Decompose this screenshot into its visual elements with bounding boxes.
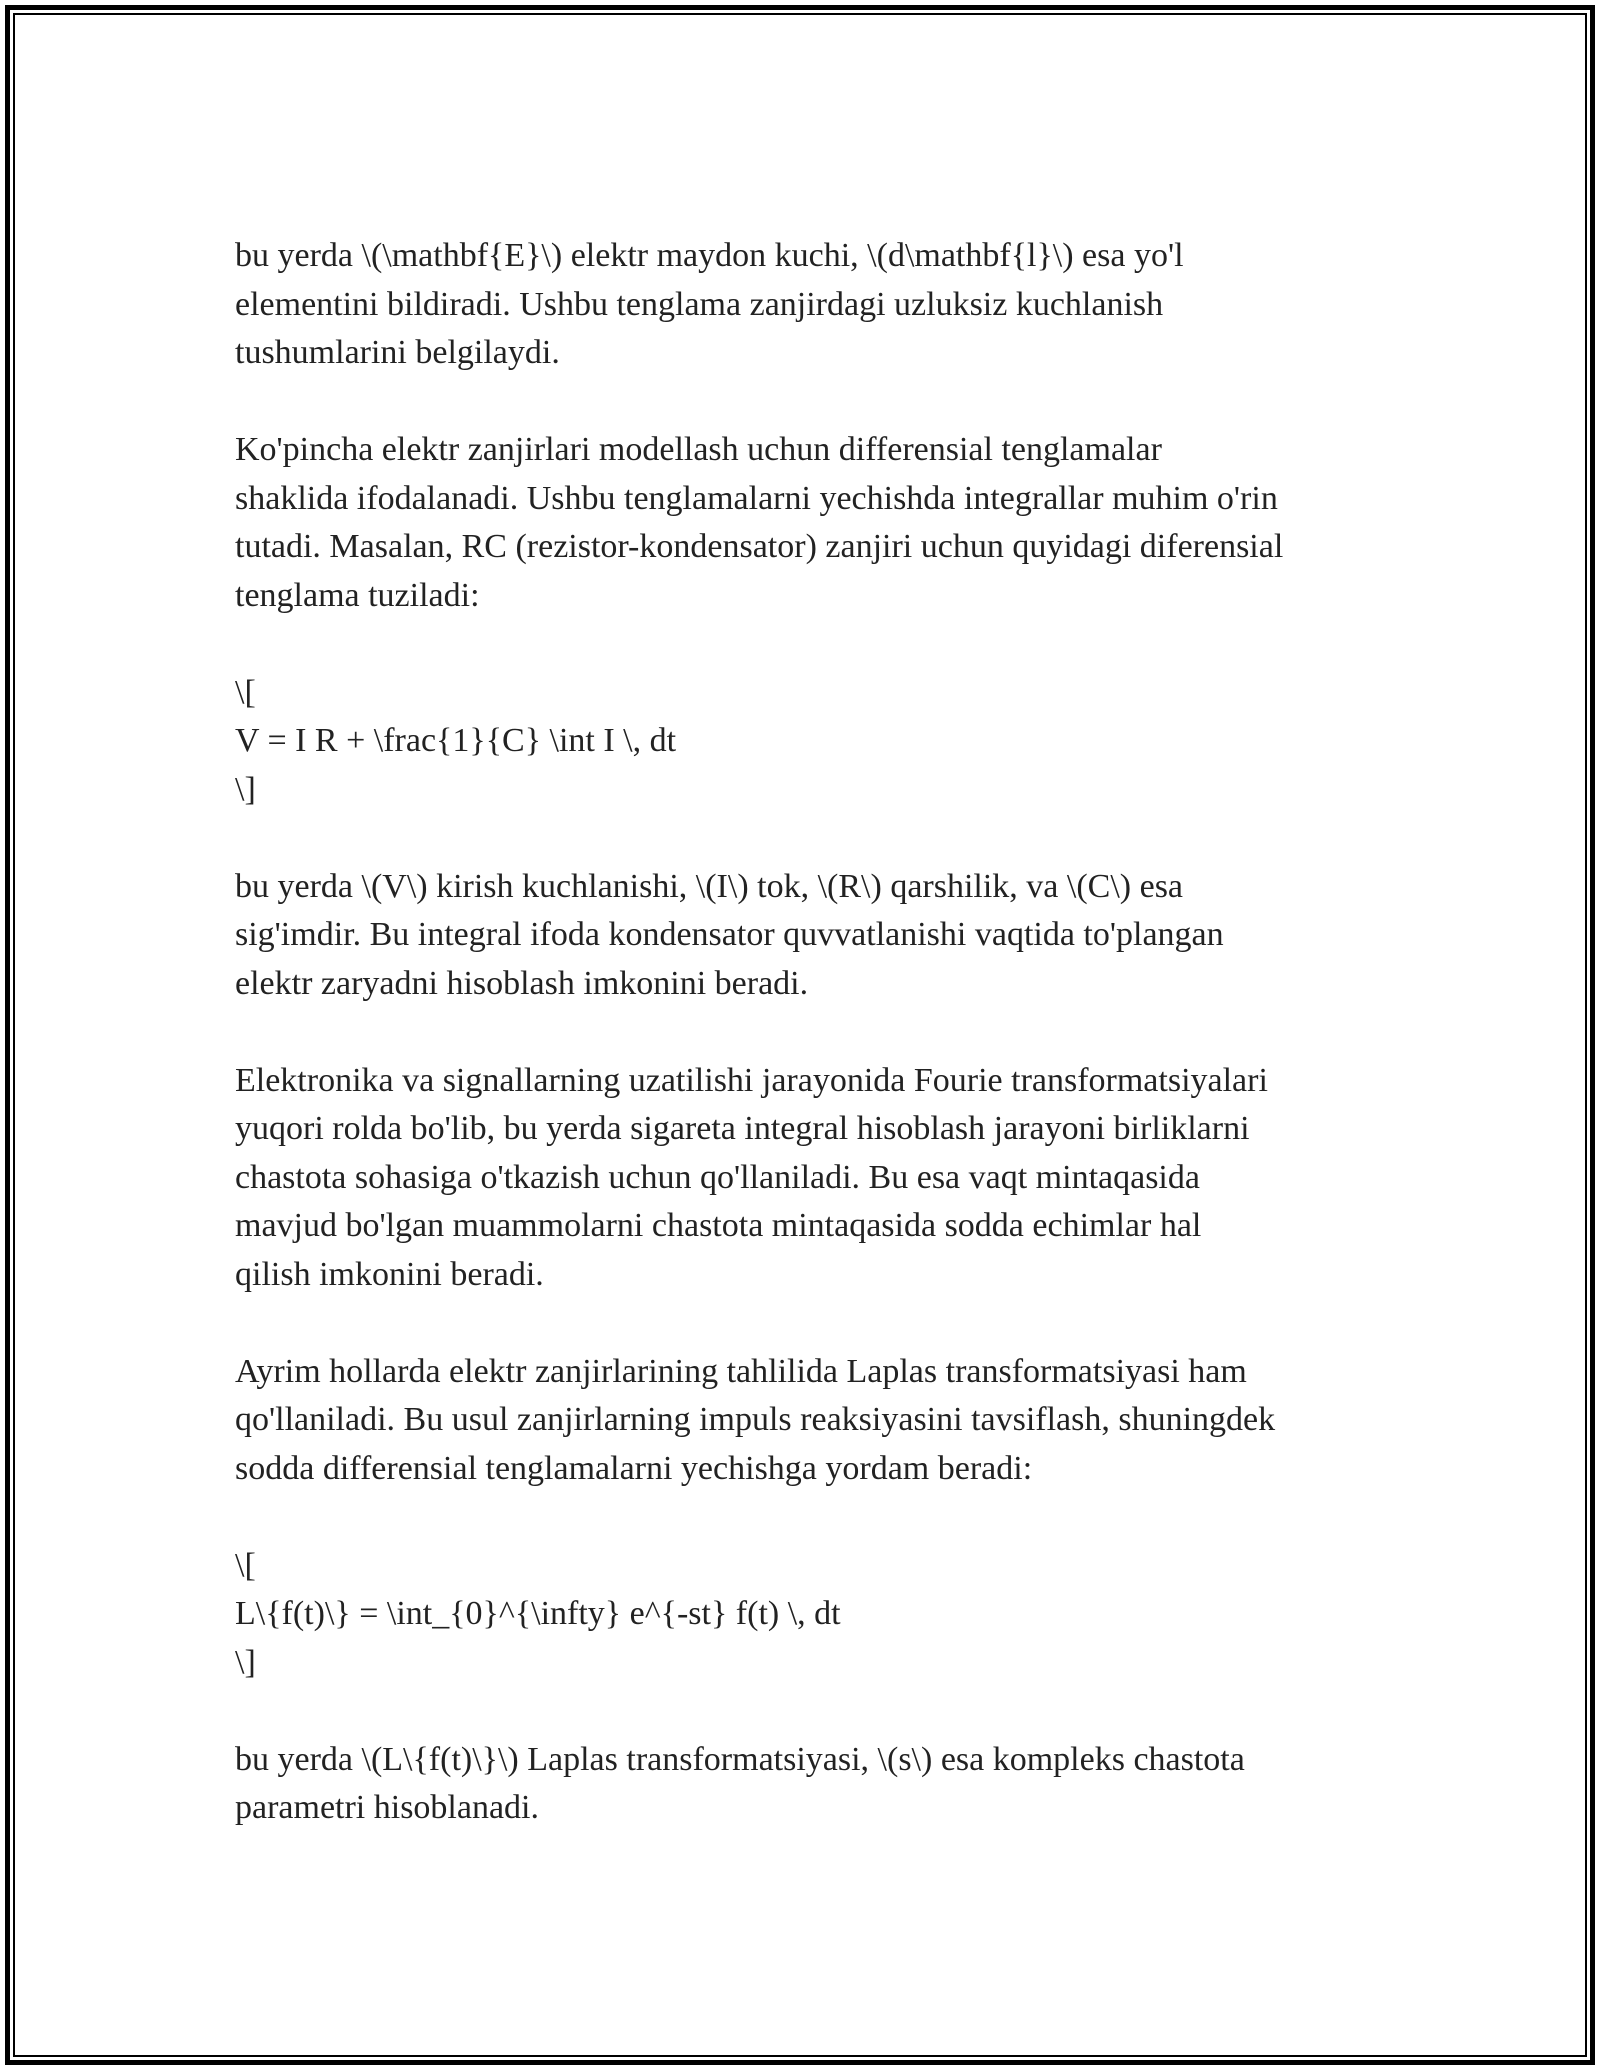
- paragraph-rc-intro: Ko'pincha elektr zanjirlari modellash uchun differensial tenglamalar shaklida ifodalanadi. Ushbu tenglamalarni yechishda integrallar muhim o'rin tutadi. Masalan, RC (rezistor-kondensator) zanjiri uchun quyidagi diferensial tenglama tuziladi:: [235, 431, 1284, 614]
- paragraph-rc-variables: bu yerda \(V\) kirish kuchlanishi, \(I\) tok, \(R\) qarshilik, va \(C\) esa sig'imdir. Bu integral ifoda kondensator quvvatlanishi vaqtida to'plangan elektr zaryadni hisoblash imkonini beradi.: [235, 867, 1224, 1002]
- paragraph-field-definition: bu yerda \(\mathbf{E}\) elektr maydon kuchi, \(d\mathbf{l}\) esa yo'l elementini bildiradi. Ushbu tenglama zanjirdagi uzluksiz kuchlanish tushumlarini belgilaydi.: [235, 237, 1184, 371]
- equation-laplace-transform: \[ L\{f(t)\} = \int_{0}^{\infty} e^{-st} f(t) \, dt \]: [235, 1546, 841, 1681]
- paragraph-laplace-variables: bu yerda \(L\{f(t)\}\) Laplas transformatsiyasi, \(s\) esa kompleks chastota parametri hisoblanadi.: [235, 1740, 1245, 1826]
- paragraph-fourier: Elektronika va signallarning uzatilishi jarayonida Fourie transformatsiyalari yuqori rolda bo'lib, bu yerda sigareta integral hisoblash jarayoni birliklarni chastota sohasiga o'tkazish uchun qo'llaniladi. Bu esa vaqt mintaqasida mavjud bo'lgan muammolarni chastota mintaqasida sodda echimlar hal qilish imkonini beradi.: [235, 1061, 1268, 1293]
- paragraph-laplace-intro: Ayrim hollarda elektr zanjirlarining tahlilida Laplas transformatsiyasi ham qo'llaniladi. Bu usul zanjirlarning impuls reaksiyasini tavsiflash, shuningdek sodda differensial tenglamalarni yechishga yordam beradi:: [235, 1352, 1276, 1487]
- document-body: [235, 232, 1395, 1881]
- equation-rc-circuit: \[ V = I R + \frac{1}{C} \int I \, dt \]: [235, 673, 677, 808]
